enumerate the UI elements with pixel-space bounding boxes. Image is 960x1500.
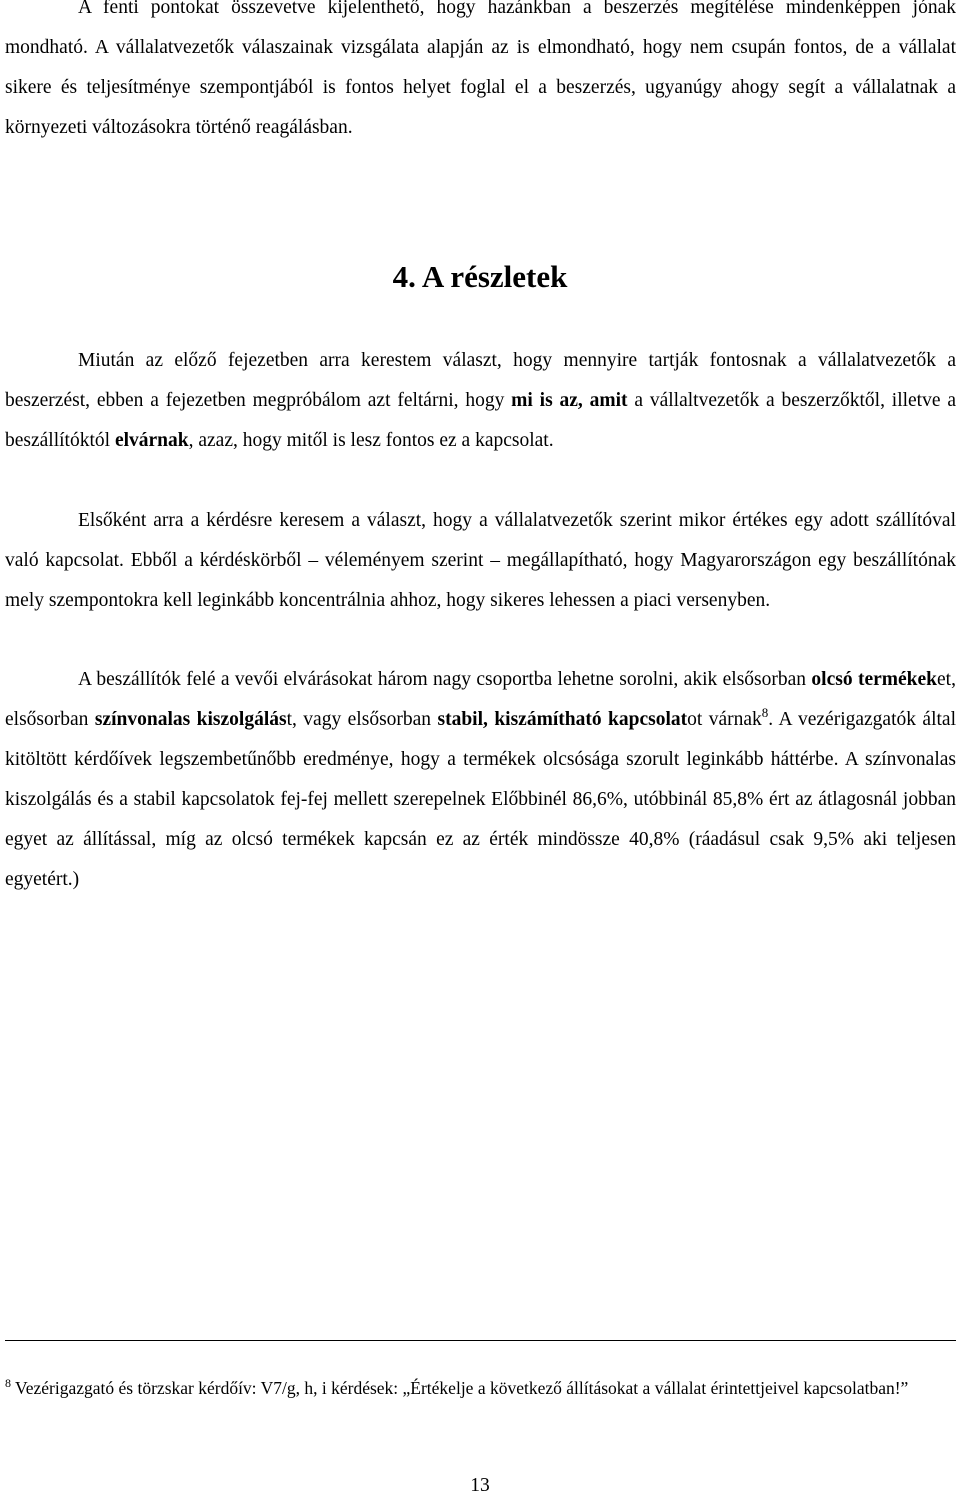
footnote-text: Vezérigazgató és törzskar kérdőív: V7/g, h, i kérdések: „Értékelje a következő állításokat a vállalat érintettjeivel kapcsolatban!”	[11, 1378, 909, 1398]
p3-text-1: A beszállítók felé a vevői elvárásokat három nagy csoportba lehetne sorolni, akik elsősorban	[78, 669, 812, 690]
intro-paragraph	[5, 0, 956, 148]
p3-text-3: t, vagy elsősorban	[286, 709, 438, 730]
paragraph-2	[5, 501, 956, 621]
footnote-reference[interactable]: 8	[761, 705, 769, 720]
paragraph-1	[5, 341, 956, 461]
p1-text-3: , azaz, hogy mitől is lesz fontos ez a kapcsolat.	[188, 430, 554, 451]
paragraph-3	[5, 660, 956, 900]
p3-text-5: . A vezérigazgatók által kitöltött kérdőívek legszembetűnőbb eredménye, hogy a termékek olcsósága szorult leginkább háttérbe. A színvonalas kiszolgálás és a stabil kapcsolatok fej-fej mellett szerepelnek Előbbinél 86,6%, utóbbinál 85,8% ért az átlagosnál jobban egyet az állítással, míg az olcsó termékek kapcsán ez az érték mindössze 40,8% (ráadásul csak 9,5% aki teljesen egyetért.)	[5, 709, 956, 890]
footnote-divider	[5, 1340, 956, 1341]
intro-text: A fenti pontokat összevetve kijelenthető, hogy hazánkban a beszerzés megítélése mindenképpen jónak mondható. A vállalatvezetők válaszainak vizsgálata alapján az is elmondható, hogy nem csupán fontos, de a vállalat sikere és teljesítménye szempontjából is fontos helyet foglal el a beszerzés, ugyanúgy ahogy segít a vállalatnak a környezeti változásokra történő reagálásban.	[5, 0, 956, 138]
p3-text-2: et, elsősorban	[5, 669, 956, 730]
p1-bold-2: elvárnak	[114, 430, 189, 451]
p3-text-4: ot várnak	[687, 709, 762, 730]
p3-bold-1: olcsó termékek	[811, 669, 938, 690]
p3-bold-2: színvonalas kiszolgálás	[94, 709, 287, 730]
page-number: 13	[470, 1475, 490, 1496]
p2-text: Elsőként arra a kérdésre keresem a választ, hogy a vállalatvezetők szerint mikor értékes egy adott szállítóval való kapcsolat. Ebből a kérdéskörből – véleményem szerint – megállapítható, hogy Magyarországon egy beszállítónak mely szempontokra kell leginkább koncentrálnia ahhoz, hogy sikeres lehessen a piaci versenyben.	[5, 510, 956, 611]
section-heading: 4. A részletek	[392, 259, 568, 294]
p1-text-2: a vállaltvezetők a beszerzőktől, illetve a beszállítóktól	[5, 390, 956, 451]
footnote	[5, 1374, 950, 1403]
p3-bold-3: stabil, kiszámítható kapcsolat	[437, 709, 688, 730]
p1-text-1: Miután az előző fejezetben arra kerestem választ, hogy mennyire tartják fontosnak a vállalatvezetők a beszerzést, ebben a fejezetben megpróbálom azt feltárni, hogy	[5, 350, 956, 411]
footnote-marker: 8	[5, 1376, 11, 1390]
p1-bold-1: mi is az, amit	[511, 390, 628, 411]
